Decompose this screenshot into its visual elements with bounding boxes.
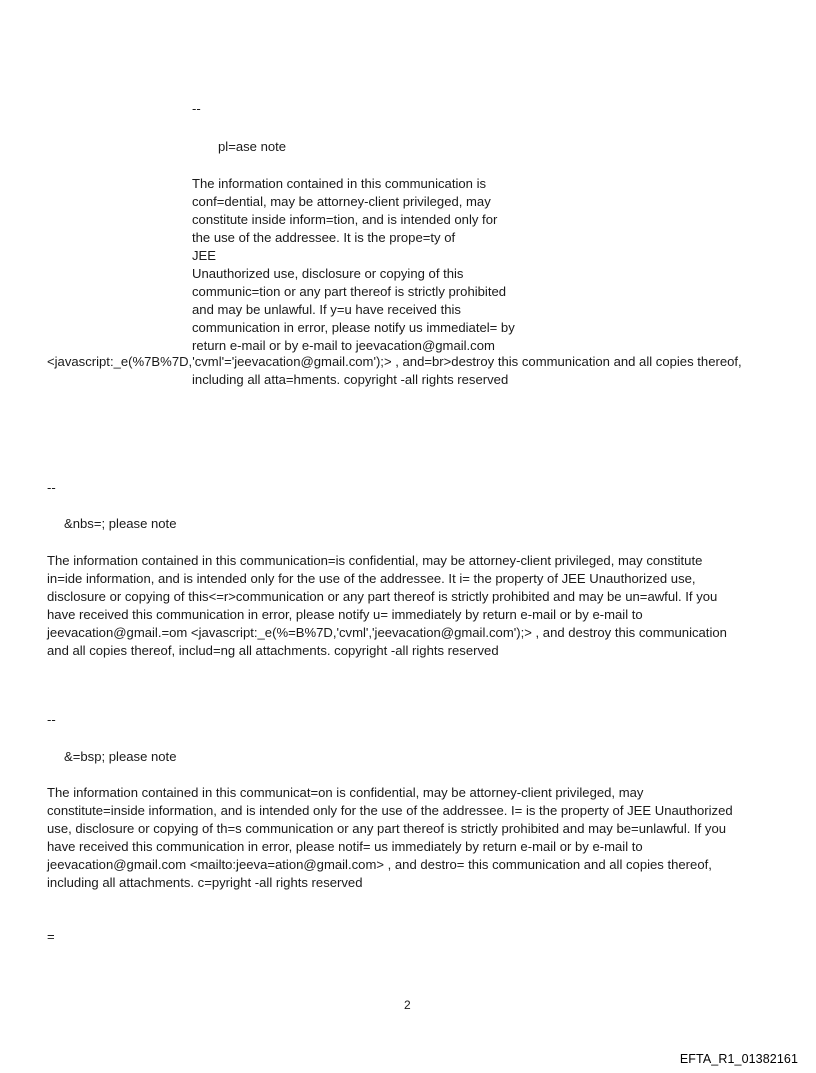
block3-line: jeevacation@gmail.com <mailto:jeeva=ation@gmail.com> , and destro= this communication and all copies thereof, [47, 857, 712, 872]
block2-line: The information contained in this communication=is confidential, may be attorney-client privileged, may constitute [47, 553, 703, 568]
block2-line: disclosure or copying of this<=r>communication or any part thereof is strictly prohibited and may be un=awful. If you [47, 589, 718, 604]
block1-line: the use of the addressee. It is the prope=ty of [192, 230, 456, 245]
block1-last-line: including all atta=hments. copyright -all rights reserved [192, 372, 509, 387]
block2-line: and all copies thereof, includ=ng all attachments. copyright -all rights reserved [47, 643, 499, 658]
block3-line: constitute=inside information, and is intended only for the use of the addressee. I= is the property of JEE Unauthorized [47, 803, 733, 818]
block1-line: The information contained in this communication is [192, 176, 487, 191]
block3-line: The information contained in this communicat=on is confidential, may be attorney-client privileged, may [47, 785, 644, 800]
block2-dashes: -- [47, 480, 56, 495]
block3-note-heading: &=bsp; please note [64, 749, 177, 764]
block1-line: communic=tion or any part thereof is strictly prohibited [192, 284, 507, 299]
document-id: EFTA_R1_01382161 [679, 1052, 798, 1066]
block1-dashes: -- [192, 101, 201, 116]
block1-line: and may be unlawful. If y=u have received this [192, 302, 461, 317]
trailing-equals: = [47, 929, 55, 944]
block2-note-heading: &nbs=; please note [64, 516, 177, 531]
block3-line: including all attachments. c=pyright -all rights reserved [47, 875, 363, 890]
block1-line: conf=dential, may be attorney-client privileged, may [192, 194, 491, 209]
block1-line: Unauthorized use, disclosure or copying of this [192, 266, 464, 281]
block1-body [192, 175, 515, 355]
block3-line: have received this communication in error, please notif= us immediately by return e-mail or by e-mail to [47, 839, 643, 854]
page-number: 2 [404, 998, 411, 1012]
block1-line: JEE [192, 248, 217, 263]
block1-line: communication in error, please notify us immediatel= by [192, 320, 515, 335]
block3-body [47, 784, 733, 892]
block3-dashes: -- [47, 712, 56, 727]
block2-line: in=ide information, and is intended only for the use of the addressee. It i= the property of JEE Unauthorized use, [47, 571, 696, 586]
block2-line: have received this communication in error, please notify u= immediately by return e-mail or by e-mail to [47, 607, 643, 622]
block2-line: jeevacation@gmail.=om <javascript:_e(%=B%7D,'cvml','jeevacation@gmail.com');> , and destroy this communication [47, 625, 727, 640]
block1-outdent-line: <javascript:_e(%7B%7D,'cvml'='jeevacation@gmail.com');> , and=br>destroy this communication and all copies thereof, [47, 354, 742, 369]
block1-note-heading: pl=ase note [218, 139, 287, 154]
block1-line: constitute inside inform=tion, and is intended only for [192, 212, 498, 227]
block3-line: use, disclosure or copying of th=s communication or any part thereof is strictly prohibited and may be=unlawful. If you [47, 821, 727, 836]
block2-body [47, 552, 727, 660]
block1-line: return e-mail or by e-mail to jeevacation@gmail.com [192, 338, 495, 353]
